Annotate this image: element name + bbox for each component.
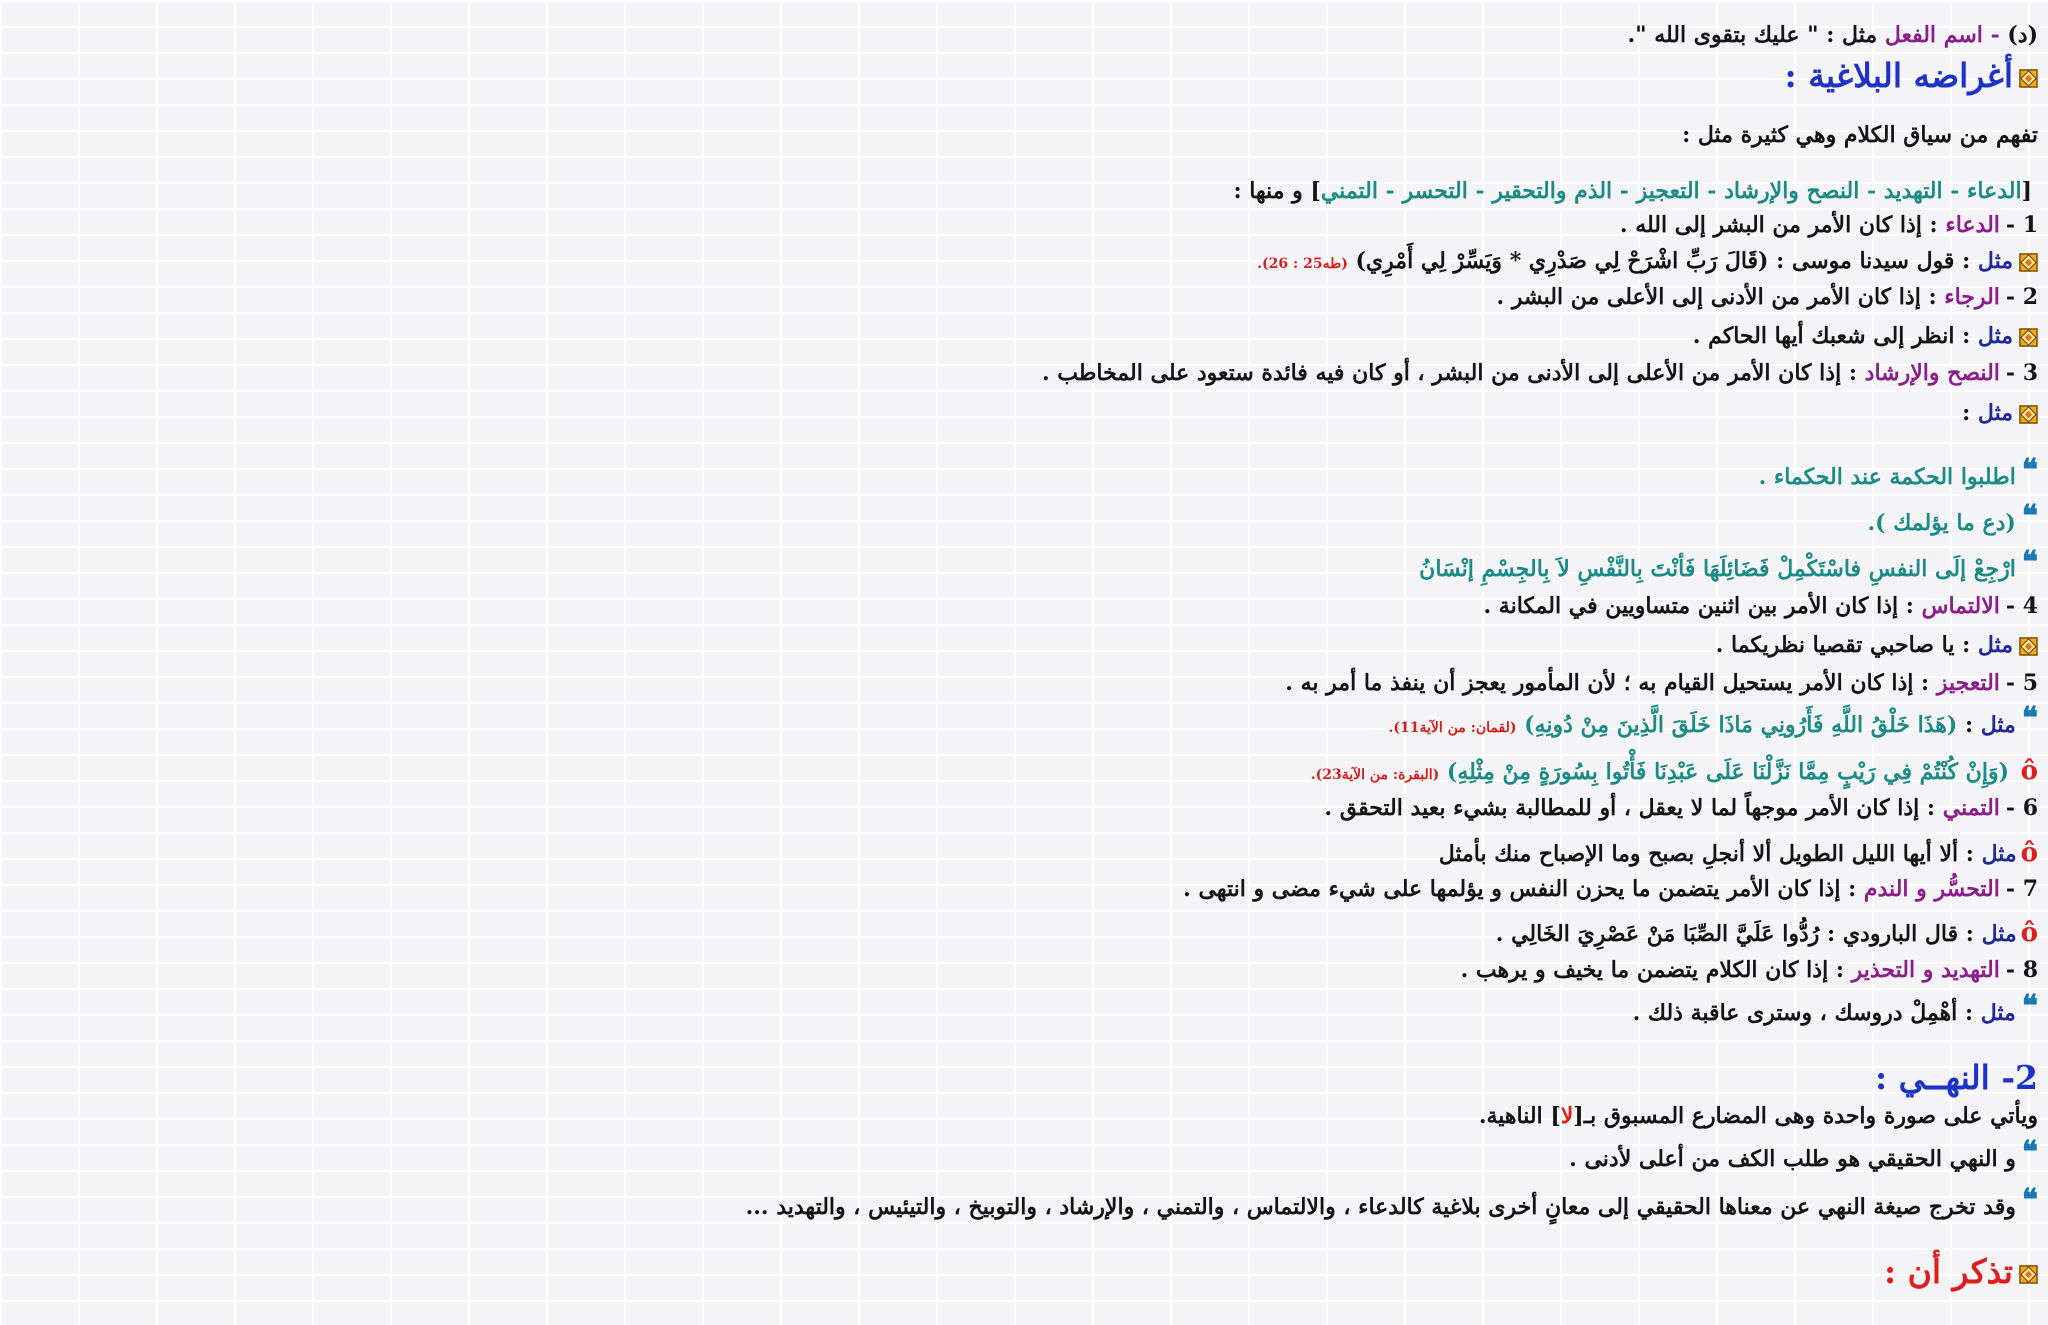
example-3: مثل : [10,400,2038,426]
item-2: 2 -الرجاء : إذا كان الأمر من الأدنى إلى الأعلى من البشر . [1496,284,2038,310]
term: اسم الفعل [1884,22,1983,48]
heading-tadhakkar: تذكر أن : [10,1252,2038,1292]
nahy-line-1: ويأتي على صورة واحدة وهى المضارع المسبوق بـ[لا] الناهية. [1478,1103,2038,1129]
quote-3: ❝ارْجِعْ إلَى النفسِ فاسْتَكْمِلْ فَضَائِلَهَا فَأنْتَ بِالنَّفْسِ لاَ بِالجِسْمِ إنْسَانُ [1419,545,2038,582]
item-1: 1 -الدعاء : إذا كان الأمر من البشر إلى الله . [1619,212,2038,238]
quote-icon: ❝ [2021,545,2038,580]
quote-2: ❝(دع ما يؤلمك ). [1867,499,2038,536]
example-7: ôمثل : قال البارودي : رُدُّوا عَلَيَّ الصِّبَا مَنْ عَصْرِيَ الخَالِي . [1495,918,2038,948]
diamond-bullet-icon [2019,405,2038,424]
quote-icon: ❝ [2021,1135,2038,1170]
example-4: مثل : يا صاحبي تقصيا نظريكما . [10,632,2038,658]
example-8: ❝مثل : أهْمِلْ دروسك ، وسترى عاقبة ذلك . [1632,989,2038,1026]
example-5b: ô (وَإِنْ كُنْتُمْ فِي رَيْبٍ مِمَّا نَزَّلْنَا عَلَى عَبْدِنَا فَأْتُوا بِسُورَةٍ مِنْ مِثْلِهِ) (البقرة: من الآية23). [1310,756,2038,786]
diamond-bullet-icon [2019,253,2038,272]
item-6: 6 -التمني : إذا كان الأمر موجهاً لما لا يعقل ، أو للمطالبة بشيء بعيد التحقق . [1324,795,2038,821]
quote-1: ❝اطلبوا الحكمة عند الحكماء . [1758,453,2038,490]
item-7: 7 -التحسُّر و الندم : إذا كان الأمر يتضمن ما يحزن النفس و يؤلمها على شيء مضى و انتهى . [1183,876,2038,902]
heading-nahy: 2- النهــي : [1874,1058,2038,1097]
quote-icon: ❝ [2021,1183,2038,1218]
line-ism-alfiil: (د) - اسم الفعل مثل : " عليك بتقوى الله ". [1627,22,2038,48]
item-8: 8 -التهديد و التحذير : إذا كان الكلام يتضمن ما يخيف و يرهب . [1460,957,2038,983]
diamond-bullet-icon [2019,637,2038,656]
example-2: مثل : انظر إلى شعبك أيها الحاكم . [10,323,2038,349]
purposes-line: [الدعاء - التهديد - النصح والإرشاد - التعجيز - الذم والتحقير - التحسر - التمني] و منها : [1233,178,2032,204]
item-5: 5 -التعجيز : إذا كان الأمر يستحيل القيام به ؛ لأن المأمور يعجز أن ينفذ ما أمر به . [1285,670,2038,696]
intro-line: تفهم من سياق الكلام وهي كثيرة مثل : [1682,122,2038,148]
heading-aghrad: أغراضه البلاغية : [10,56,2038,96]
diamond-bullet-icon [2019,1265,2038,1284]
example-5: ❝مثل : (هَذَا خَلْقُ اللَّهِ فَأَرُونِي مَاذَا خَلَقَ الَّذِينَ مِنْ دُونِهِ) (لقمان: من الآية11). [1388,701,2038,738]
item-3: 3 -النصح والإرشاد : إذا كان الأمر من الأعلى إلى الأدنى من البشر ، أو كان فيه فائدة ستعود على المخاطب . [1041,360,2038,386]
quote-icon: ❝ [2021,989,2038,1024]
quote-icon: ❝ [2021,499,2038,534]
quote-icon: ❝ [2021,701,2038,736]
quote-icon: ❝ [2021,453,2038,488]
diamond-bullet-icon [2019,69,2038,88]
nahy-line-2: ❝و النهي الحقيقي هو طلب الكف من أعلى لأدنى . [1569,1135,2038,1172]
example-6: ôمثل : ألا أيها الليل الطويل ألا أنجلِ بصبح وما الإصباح منك بأمثل [1438,838,2038,868]
nahy-line-3: ❝وقد تخرج صيغة النهي عن معناها الحقيقي إلى معانٍ أخرى بلاغية كالدعاء ، والالتماس ، والتمني ، والإرشاد ، والتوبيخ ، والتيئيس ، والتهديد ... [745,1183,2038,1220]
diamond-bullet-icon [2019,328,2038,347]
example-1: مثل : قول سيدنا موسى : (قَالَ رَبِّ اشْرَحْ لِي صَدْرِي * وَيَسِّرْ لِي أَمْرِي) (طه25 : 26). [10,248,2038,274]
item-4: 4 -الالتماس : إذا كان الأمر بين اثنين متساويين في المكانة . [1483,593,2038,619]
